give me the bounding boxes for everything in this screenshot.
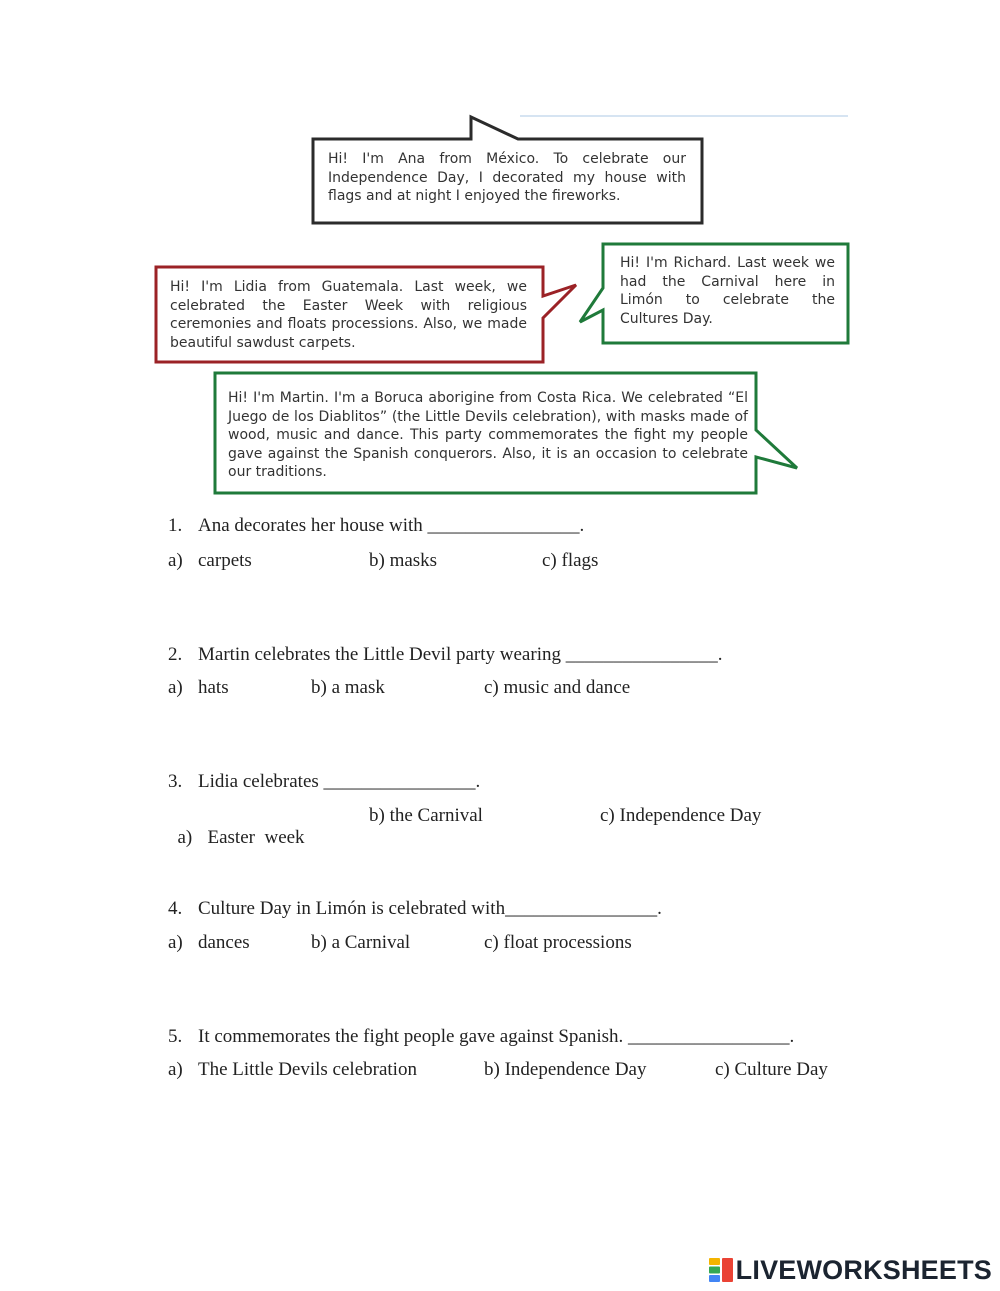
question-3-option-a[interactable] xyxy=(168,805,305,849)
question-number: 4. xyxy=(168,898,183,919)
question-text: Martin celebrates the Little Devil party wearing ________________. xyxy=(198,644,723,665)
question-number: 3. xyxy=(168,771,183,792)
question-4-option-c[interactable]: c) float processions xyxy=(484,932,632,953)
question-text: Ana decorates her house with ________________. xyxy=(198,515,585,536)
question-1-option-c[interactable]: c) flags xyxy=(542,550,599,571)
option-text: carpets xyxy=(198,550,252,571)
bubble-richard-text: Hi! I'm Richard. Last week we had the Carnival here in Limón to celebrate the Cultures Day. xyxy=(620,255,835,327)
question-1-option-b[interactable]: b) masks xyxy=(369,550,438,571)
bubble-lidia-text: Hi! I'm Lidia from Guatemala. Last week, we celebrated the Easter Week with religious ceremonies and floats processions. Also, we made beautiful sawdust carpets. xyxy=(170,279,527,351)
question-4-option-b[interactable]: b) a Carnival xyxy=(311,932,411,953)
option-text: dances xyxy=(198,932,250,953)
question-4-option-a[interactable] xyxy=(168,932,250,954)
question-1-option-a[interactable] xyxy=(168,550,252,572)
question-text: Lidia celebrates ________________. xyxy=(198,771,481,792)
question-text: Culture Day in Limón is celebrated with________________. xyxy=(198,898,662,919)
question-5-option-b[interactable]: b) Independence Day xyxy=(484,1059,647,1080)
question-2-option-b[interactable]: b) a mask xyxy=(311,677,385,698)
question-3 xyxy=(168,771,480,793)
logo-text: LIVEWORKSHEETS xyxy=(735,1254,992,1285)
question-5-option-c[interactable]: c) Culture Day xyxy=(715,1059,828,1080)
option-letter: a) xyxy=(177,827,193,848)
question-5 xyxy=(168,1026,794,1048)
liveworksheets-logo[interactable] xyxy=(709,1253,992,1287)
question-3-option-c[interactable]: c) Independence Day xyxy=(600,805,762,826)
option-text: hats xyxy=(198,677,229,698)
bubble-martin-text: Hi! I'm Martin. I'm a Boruca aborigine from Costa Rica. We celebrated “El Juego de los Diablitos” (the Little Devils celebration), with masks made of wood, music and dance. This party commemorates the fight my people gave against the Spanish conquerors. Also, it is an occasion to celebrate our traditions. xyxy=(228,390,748,480)
question-2 xyxy=(168,644,722,666)
question-number: 5. xyxy=(168,1026,183,1047)
liveworksheets-logo-icon xyxy=(709,1258,733,1282)
question-number: 2. xyxy=(168,644,183,665)
option-letter: a) xyxy=(168,1059,183,1080)
option-text: Easter week xyxy=(207,827,305,848)
option-letter: a) xyxy=(168,932,183,953)
option-letter: a) xyxy=(168,677,183,698)
question-2-option-c[interactable]: c) music and dance xyxy=(484,677,631,698)
question-1 xyxy=(168,515,584,537)
option-letter: a) xyxy=(168,550,183,571)
question-text: It commemorates the fight people gave against Spanish. _________________. xyxy=(198,1026,795,1047)
bubble-ana-text: Hi! I'm Ana from México. To celebrate our Independence Day, I decorated my house with flags and at night I enjoyed the fireworks. xyxy=(328,151,686,204)
question-number: 1. xyxy=(168,515,183,536)
question-2-option-a[interactable] xyxy=(168,677,229,699)
question-5-option-a[interactable] xyxy=(168,1059,417,1081)
question-4 xyxy=(168,898,662,920)
option-text: The Little Devils celebration xyxy=(198,1059,417,1080)
question-3-option-b[interactable]: b) the Carnival xyxy=(369,805,483,826)
